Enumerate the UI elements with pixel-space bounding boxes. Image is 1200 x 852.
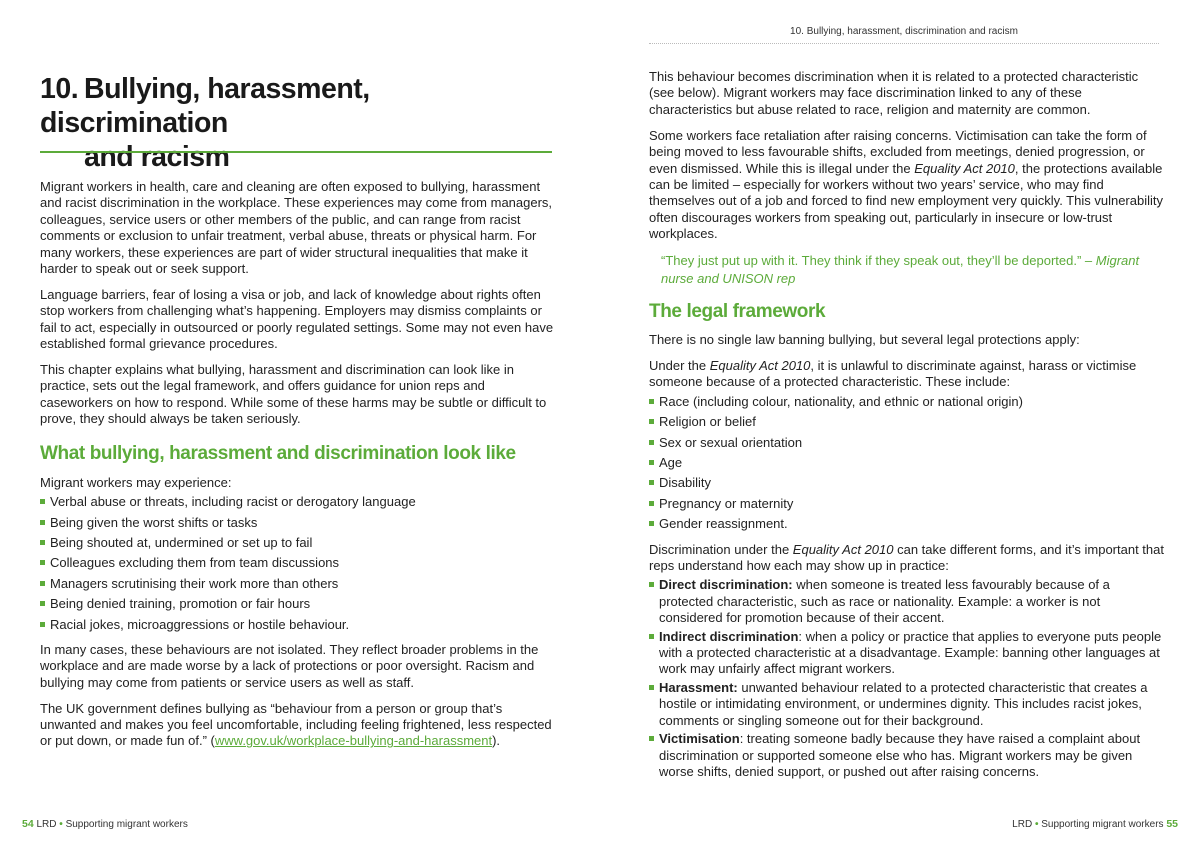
list-item: Indirect discrimination: when a policy or practice that applies to everyone puts people with a protected characteristic at a disadvantage. Example: banning other languages at work may unfairly affect migrant workers. [649,629,1164,678]
page-number: 54 [22,818,34,830]
list-item: Managers scrutinising their work more than others [40,576,555,592]
list-item: Gender reassignment. [649,516,1164,532]
gov-uk-link[interactable]: www.gov.uk/workplace-bullying-and-harassment [214,733,493,749]
list-item: Victimisation: treating someone badly because they have raised a complaint about discrimination or supported someone else who has. Migrant workers may be given worse shifts, denied support, or pushed out after raising concerns. [649,731,1164,780]
chapter-title [40,72,560,174]
legal-intro: There is no single law banning bullying, but several legal protections apply: [649,332,1080,348]
list-item: Colleagues excluding them from team discussions [40,555,555,571]
list-item: Being denied training, promotion or fair hours [40,596,555,612]
forms-paragraph: Discrimination under the Equality Act 2010 can take different forms, and it’s important that reps understand how each may show up in practice: [649,541,1164,574]
running-header: 10. Bullying, harassment, discrimination and racism [790,26,1018,37]
chapter-title-line1: Bullying, harassment, discrimination [40,73,370,139]
chapter-number: 10. [40,73,79,105]
intro-paragraph-2: Language barriers, fear of losing a visa or job, and lack of knowledge about rights often stop workers from challenging what’s happening. Employers may dismiss complaints or fail to act, especially in outsourced or poorly regulated settings. Some may not even have established formal grievance procedures. [40,286,554,352]
discrimination-forms-list [649,577,1164,780]
quote-source: Migrant nurse and UNISON rep [661,253,1140,287]
intro-paragraph-1: Migrant workers in health, care and cleaning are often exposed to bullying, harassment and racist discrimination in the workplace. These experiences may come from managers, colleagues, service users or other members of the public, and can range from racist comments or exclusion to unfair treatment, verbal abuse, threats or physical harm. For many workers, these experiences are part of wider structural inequalities that make it harder to speak out or seek support. [40,179,553,277]
right-page [600,0,1200,852]
experience-list [40,494,555,633]
right-column [649,69,1164,789]
footer-bullet: • [1034,819,1039,830]
footer-bullet: • [59,819,63,830]
list-item: Racial jokes, microaggressions or hostile behaviour. [40,617,555,633]
left-footer: 54 LRD • Supporting migrant workers [22,818,188,830]
list-item: Religion or belief [649,414,1164,430]
section-heading-legal-framework: The legal framework [649,301,826,323]
list-item: Direct discrimination: when someone is treated less favourably because of a protected characteristic, such as race or nationality. Example: a worker is not considered for promotion because of their accent. [649,577,1164,626]
isolated-paragraph: In many cases, these behaviours are not isolated. They reflect broader problems in the workplace and are made worse by a lack of protections or poor oversight. Racism and bullying may come from patients or service users as well as staff. [40,641,539,690]
right-footer: LRD • Supporting migrant workers 55 [1012,818,1178,830]
header-divider [649,43,1159,44]
list-item: Being shouted at, undermined or set up to fail [40,535,555,551]
retaliation-paragraph: Some workers face retaliation after raising concerns. Victimisation can take the form of being moved to less favourable shifts, excluded from meetings, denied progression, or even dismissed. While this is illegal under the Equality Act 2010, the protections available can be limited – especially for workers without two years’ service, who may find themselves out of a job and forced to find new employment very quickly. This vulnerability often discourages workers from speaking out, particularly in insecure or low-trust workplaces. [649,127,1163,242]
list-item: Pregnancy or maternity [649,496,1164,512]
list-item: Verbal abuse or threats, including racist or derogatory language [40,494,555,510]
list-item: Disability [649,475,1164,491]
list-item: Race (including colour, nationality, and ethnic or national origin) [649,394,1164,410]
experience-intro: Migrant workers may experience: [40,474,232,490]
gov-definition-paragraph: The UK government defines bullying as “behaviour from a person or group that’s unwanted and makes you feel uncomfortable, including feeling frightened, less respected or put down, or made fun of.” (www.gov.uk/workplace-bullying-and-harassment). [40,700,552,749]
list-item: Sex or sexual orientation [649,435,1164,451]
title-divider [40,151,552,153]
discrimination-paragraph: This behaviour becomes discrimination when it is related to a protected characteristic (see below). Migrant workers may face discrimination linked to any of these characteristics but abuse related to race, religion and maternity are common. [649,69,1139,117]
protected-characteristics-list [649,394,1164,533]
chapter-title-line2: and racism [84,141,230,173]
list-item: Age [649,455,1164,471]
list-item: Harassment: unwanted behaviour related to a protected characteristic that creates a hostile or intimidating environment, or undermines dignity. This includes racist jokes, comments or singling someone out for their background. [649,680,1164,729]
left-column [40,179,555,759]
list-item: Being given the worst shifts or tasks [40,515,555,531]
pull-quote: “They just put up with it. They think if they speak out, they’ll be deported.” – Migrant nurse and UNISON rep [661,253,1140,287]
page-number: 55 [1166,818,1178,830]
section-heading-look-like: What bullying, harassment and discrimination look like [40,442,516,464]
equality-act-paragraph: Under the Equality Act 2010, it is unlawful to discriminate against, harass or victimise someone because of a protected characteristic. These include: [649,357,1137,390]
intro-paragraph-3: This chapter explains what bullying, harassment and discrimination can look like in practice, sets out the legal framework, and offers guidance for union reps and caseworkers on how to respond. While some of these harms may be subtle or difficult to prove, they should always be taken seriously. [40,362,547,427]
